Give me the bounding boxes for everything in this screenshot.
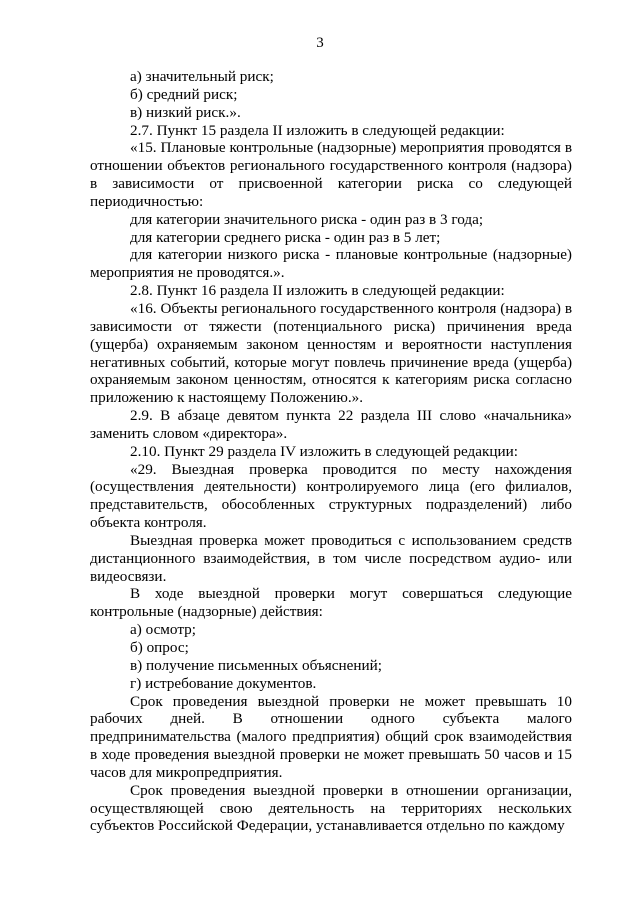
paragraph-inspection-term: Срок проведения выездной проверки не может превышать 10 рабочих дней. В отношении одного субъекта малого предпринимательства (малого предприятия) общий срок взаимодействия в ходе проведения выездной проверки не может превышать 50 часов и 15 часов для микропредприятия. xyxy=(90,692,572,781)
document-body xyxy=(90,68,572,835)
paragraph-action-inspection: а) осмотр; xyxy=(130,621,196,639)
paragraph-2-9: 2.9. В абзаце девятом пункта 22 раздела III слово «начальника» заменить словом «директора». xyxy=(90,407,572,442)
paragraph-clause-15: «15. Плановые контрольные (надзорные) мероприятия проводятся в отношении объектов регионального государственного контроля (надзора) в зависимости от присвоенной категории риска со следующей периодичностью: xyxy=(90,139,572,210)
paragraph-multiregion-term: Срок проведения выездной проверки в отношении организации, осуществляющей свою деятельность на территориях нескольких субъектов Российской Федерации, устанавливается отдельно по каждому xyxy=(90,781,572,835)
paragraph-list-item-b: б) средний риск; xyxy=(130,85,238,103)
paragraph-list-item-a: а) значительный риск; xyxy=(130,68,274,85)
paragraph-clause-16: «16. Объекты регионального государственного контроля (надзора) в зависимости от тяжести (потенциального риска) причинения вреда (ущерба) охраняемым законом ценностям и вероятности наступления негативных событий, которые могут повлечь причинение вреда (ущерба) охраняемым законом ценностям, относятся к категориям риска согласно приложению к настоящему Положению.». xyxy=(90,299,572,407)
paragraph-2-10: 2.10. Пункт 29 раздела IV изложить в следующей редакции: xyxy=(130,442,518,460)
paragraph-2-7: 2.7. Пункт 15 раздела II изложить в следующей редакции: xyxy=(130,121,505,139)
paragraph-medium-risk: для категории среднего риска - один раз в 5 лет; xyxy=(130,228,441,246)
paragraph-action-survey: б) опрос; xyxy=(130,639,189,656)
paragraph-significant-risk: для категории значительного риска - один раз в 3 года; xyxy=(130,210,484,228)
paragraph-action-documents: г) истребование документов. xyxy=(130,674,317,692)
paragraph-clause-29: «29. Выездная проверка проводится по месту нахождения (осуществления деятельности) контролируемого лица (его филиалов, представительств, обособленных структурных подразделений) либо объекта контроля. xyxy=(90,460,572,532)
paragraph-action-explanations: в) получение письменных объяснений; xyxy=(130,656,383,674)
page-number: 3 xyxy=(316,35,324,51)
paragraph-2-8: 2.8. Пункт 16 раздела II изложить в следующей редакции: xyxy=(130,282,505,300)
paragraph-low-risk: для категории низкого риска - плановые контрольные (надзорные) мероприятия не проводятся.». xyxy=(90,246,572,282)
paragraph-list-item-c: в) низкий риск.». xyxy=(130,103,241,121)
paragraph-control-actions: В ходе выездной проверки могут совершаться следующие контрольные (надзорные) действия: xyxy=(90,585,572,621)
paragraph-remote-interaction: Выездная проверка может проводиться с использованием средств дистанционного взаимодействия, в том числе посредством аудио- или видеосвязи. xyxy=(90,531,572,585)
